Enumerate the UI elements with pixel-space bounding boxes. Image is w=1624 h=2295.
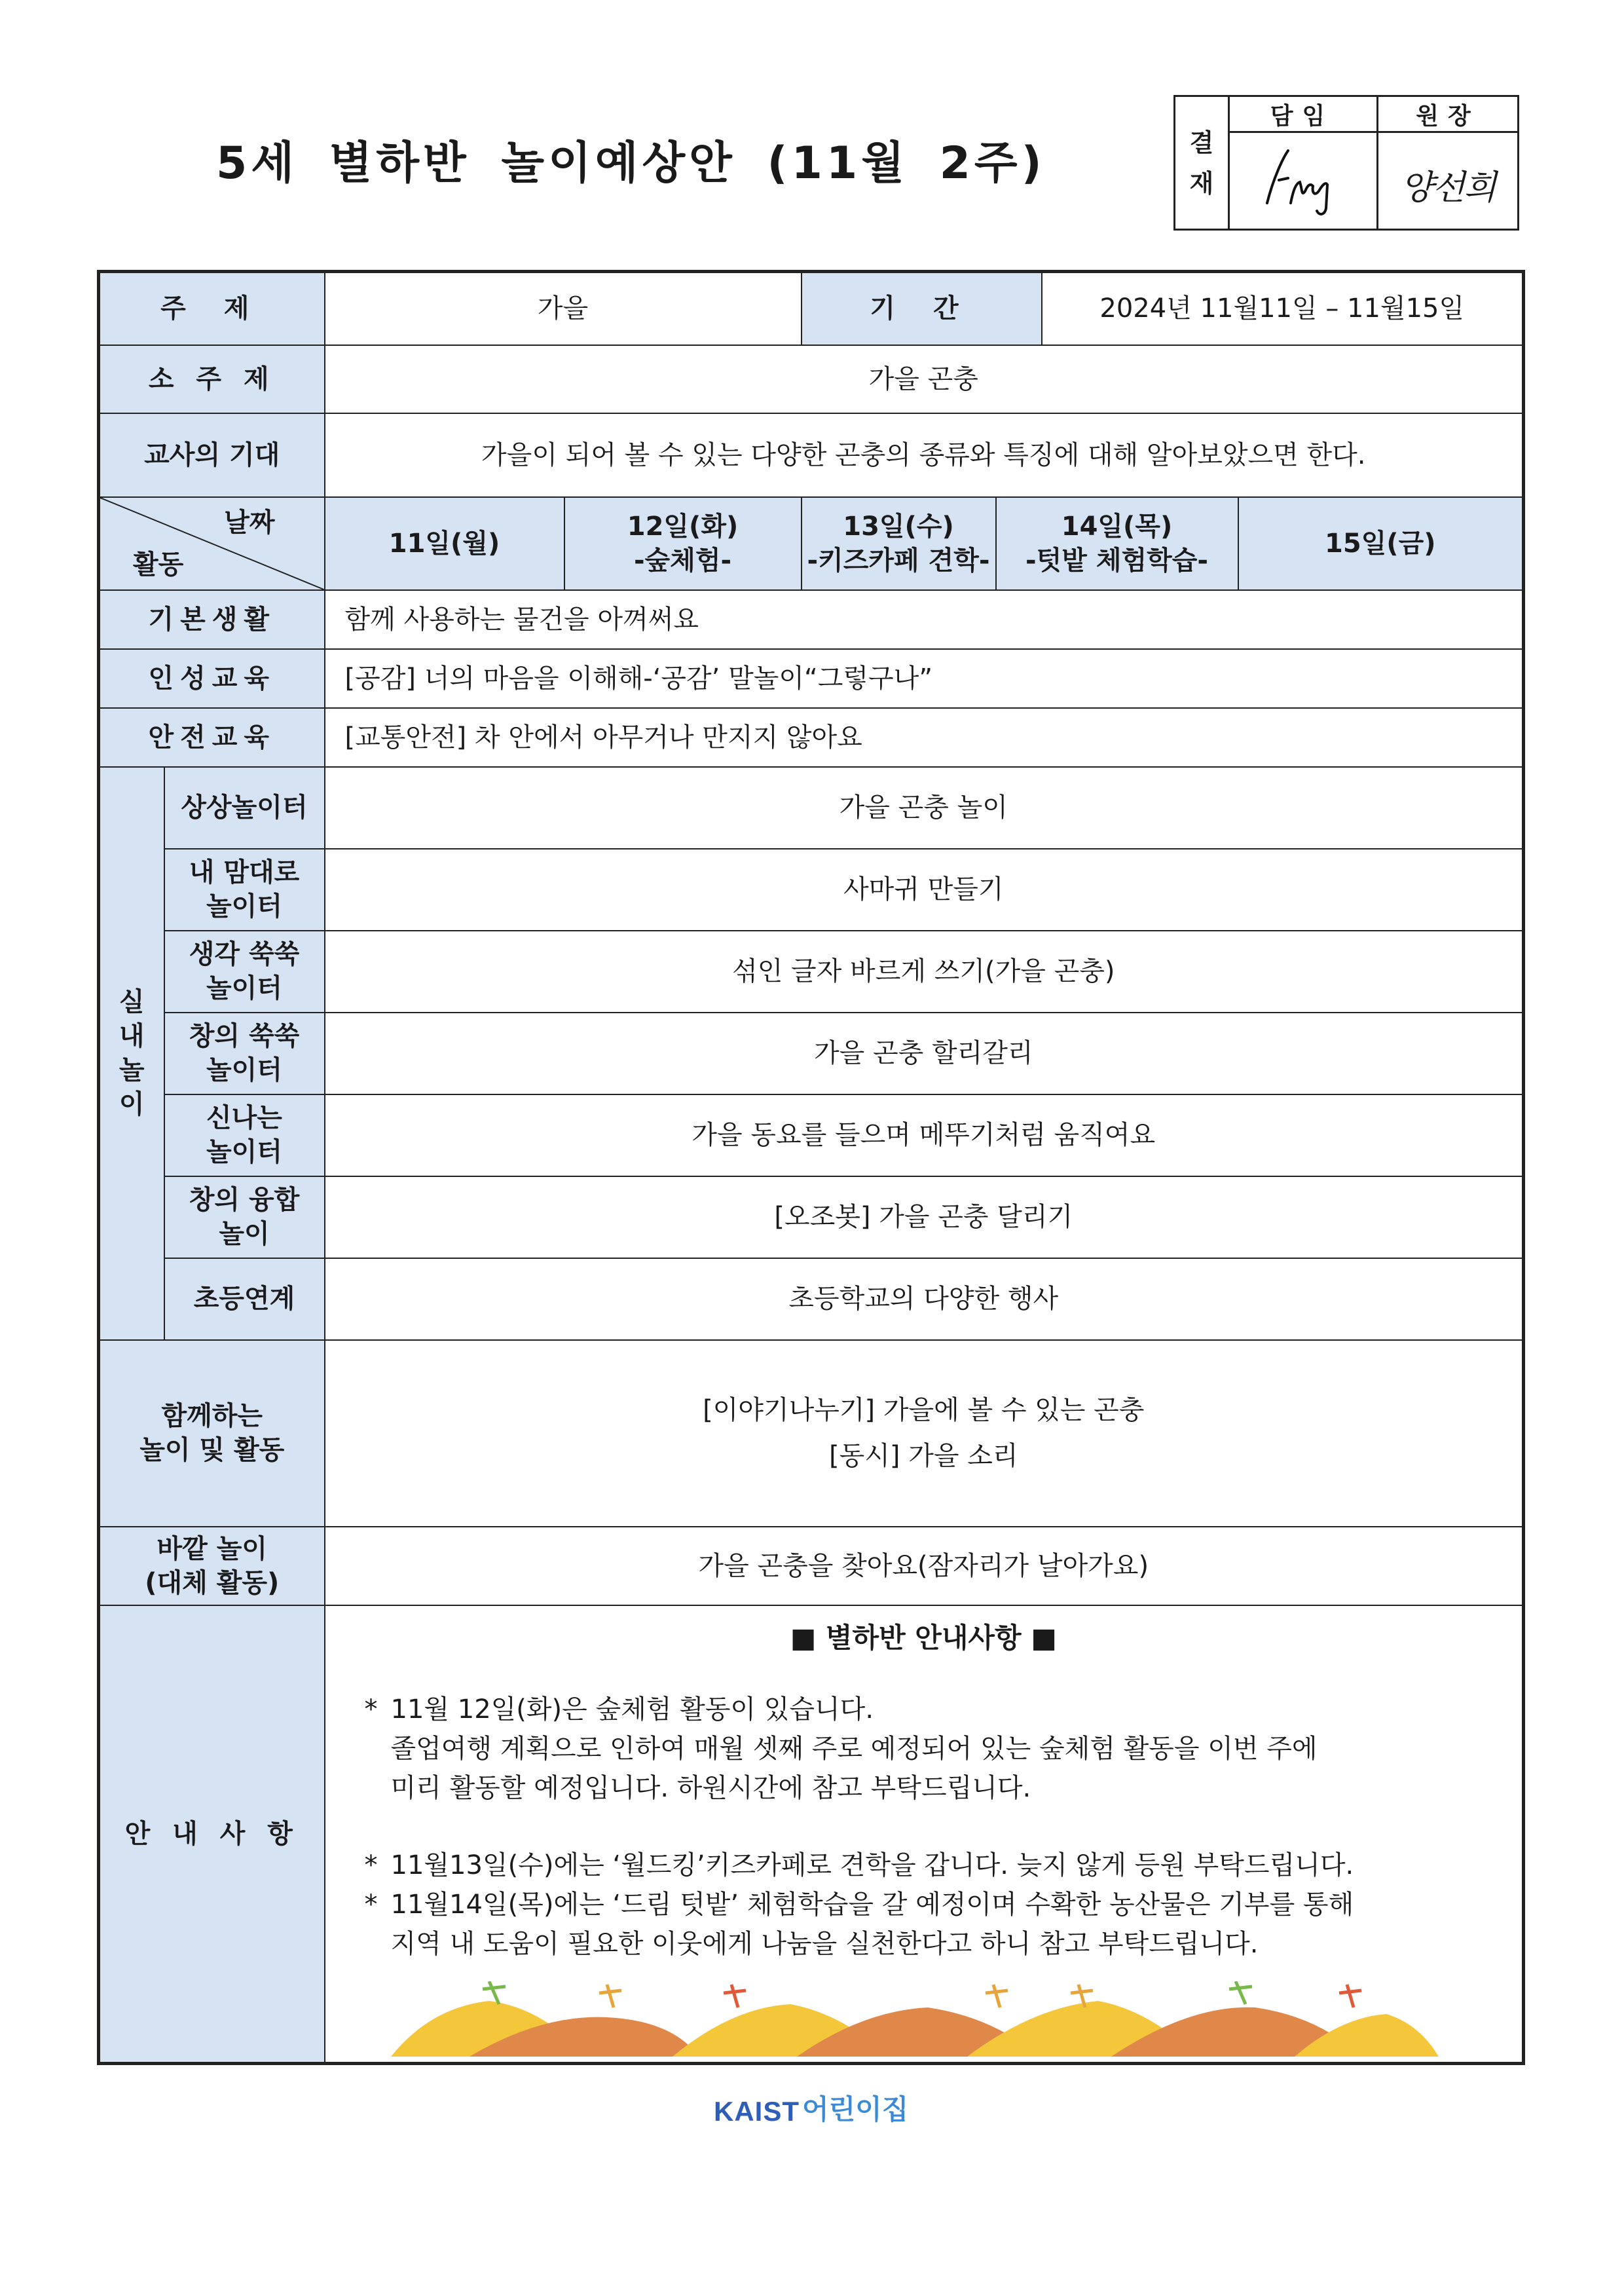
teacher-signature — [1228, 131, 1378, 231]
basic-life-value: 함께 사용하는 물건을 아껴써요 — [325, 590, 1524, 649]
approval-label-bottom: 재 — [1189, 168, 1214, 198]
indoor-row-label: 생각 쑥쑥 놀이터 — [164, 931, 325, 1013]
autumn-hills-illustration — [391, 1981, 1439, 2057]
date-activity-corner — [99, 497, 325, 590]
day-fri: 15일(금) — [1238, 497, 1524, 590]
activity-header-label: 활동 — [133, 549, 184, 580]
indoor-row-value: 가을 동요를 들으며 메뚜기처럼 움직여요 — [325, 1094, 1524, 1176]
notice-item: * 11월 12일(화)은 숲체험 활동이 있습니다. 졸업여행 계획으로 인하여 매월 셋째 주로 예정되어 있는 숲체험 활동을 이번 주에 미리 활동할 예정입니다. 하원시간에 참고 부탁드립니다. — [364, 1694, 1318, 1804]
outdoor-value: 가을 곤충을 찾아요(잠자리가 날아가요) — [325, 1527, 1524, 1605]
theme-label: 주 제 — [99, 272, 325, 345]
subtheme-value: 가을 곤충 — [325, 345, 1524, 413]
approval-box — [1173, 95, 1519, 231]
outdoor-label: 바깥 놀이 (대체 활동) — [99, 1527, 325, 1605]
page-title: 5세 별하반 놀이예상안 (11월 2주) — [216, 138, 1046, 189]
subtheme-label: 소 주 제 — [99, 345, 325, 413]
notice-content — [325, 1605, 1524, 2064]
approval-label-top: 결 — [1189, 128, 1214, 157]
day-thu: 14일(목) -텃밭 체험학습- — [996, 497, 1238, 590]
indoor-play-label: 실 내 놀 이 — [99, 767, 164, 1340]
character-value: [공감] 너의 마음을 이해해-‘공감’ 말놀이“그렇구나” — [325, 649, 1524, 708]
indoor-row-label: 창의 쑥쑥 놀이터 — [164, 1013, 325, 1094]
indoor-row-value: 가을 곤충 놀이 — [325, 767, 1524, 849]
together-value: [이야기나누기] 가을에 볼 수 있는 곤충 [동시] 가을 소리 — [325, 1340, 1524, 1527]
director-signature: 양선희 — [1400, 168, 1496, 208]
notice-item: * 11월13일(수)에는 ‘월드킹’키즈카페로 견학을 갑니다. 늦지 않게 등원 부탁드립니다. — [364, 1850, 1354, 1881]
expectation-value: 가을이 되어 볼 수 있는 다양한 곤충의 종류와 특징에 대해 알아보았으면 한다. — [325, 413, 1524, 497]
day-mon: 11일(월) — [325, 497, 564, 590]
day-wed: 13일(수) -키즈카페 견학- — [802, 497, 996, 590]
indoor-row-label: 내 맘대로 놀이터 — [164, 849, 325, 931]
indoor-row-value: 섞인 글자 바르게 쓰기(가을 곤충) — [325, 931, 1524, 1013]
safety-label: 안전교육 — [99, 708, 325, 767]
approval-label — [1175, 97, 1230, 229]
indoor-row-value: 가을 곤충 할리갈리 — [325, 1013, 1524, 1094]
character-label: 인성교육 — [99, 649, 325, 708]
indoor-row-label: 창의 융합 놀이 — [164, 1176, 325, 1258]
indoor-row-label: 신나는 놀이터 — [164, 1094, 325, 1176]
indoor-row-label: 상상놀이터 — [164, 767, 325, 849]
together-label: 함께하는 놀이 및 활동 — [99, 1340, 325, 1527]
indoor-row-label: 초등연계 — [164, 1258, 325, 1340]
notice-heading: ■ 별하반 안내사항 ■ — [790, 1621, 1057, 1654]
theme-value: 가을 — [325, 272, 802, 345]
plan-table — [97, 270, 1525, 2065]
indoor-row-value: 초등학교의 다양한 행사 — [325, 1258, 1524, 1340]
kaist-kindergarten-logo: KAIST 어린이집 — [714, 2093, 909, 2127]
basic-life-label: 기본생활 — [99, 590, 325, 649]
expectation-label: 교사의 기대 — [99, 413, 325, 497]
date-header-label: 날짜 — [224, 507, 275, 538]
notice-label: 안 내 사 항 — [99, 1605, 325, 2064]
safety-value: [교통안전] 차 안에서 아무거나 만지지 않아요 — [325, 708, 1524, 767]
approval-director-header: 원장 — [1376, 97, 1519, 133]
day-tue: 12일(화) -숲체험- — [564, 497, 802, 590]
period-label: 기 간 — [802, 272, 1042, 345]
approval-teacher-header: 담임 — [1228, 97, 1378, 133]
indoor-row-value: [오조봇] 가을 곤충 달리기 — [325, 1176, 1524, 1258]
notice-item: * 11월14일(목)에는 ‘드림 텃밭’ 체험학습을 갈 예정이며 수확한 농산물은 기부를 통해 지역 내 도움이 필요한 이웃에게 나눔을 실천한다고 하니 참고 부탁드립니다. — [364, 1890, 1354, 1960]
period-value: 2024년 11월11일 – 11월15일 — [1042, 272, 1524, 345]
indoor-row-value: 사마귀 만들기 — [325, 849, 1524, 931]
